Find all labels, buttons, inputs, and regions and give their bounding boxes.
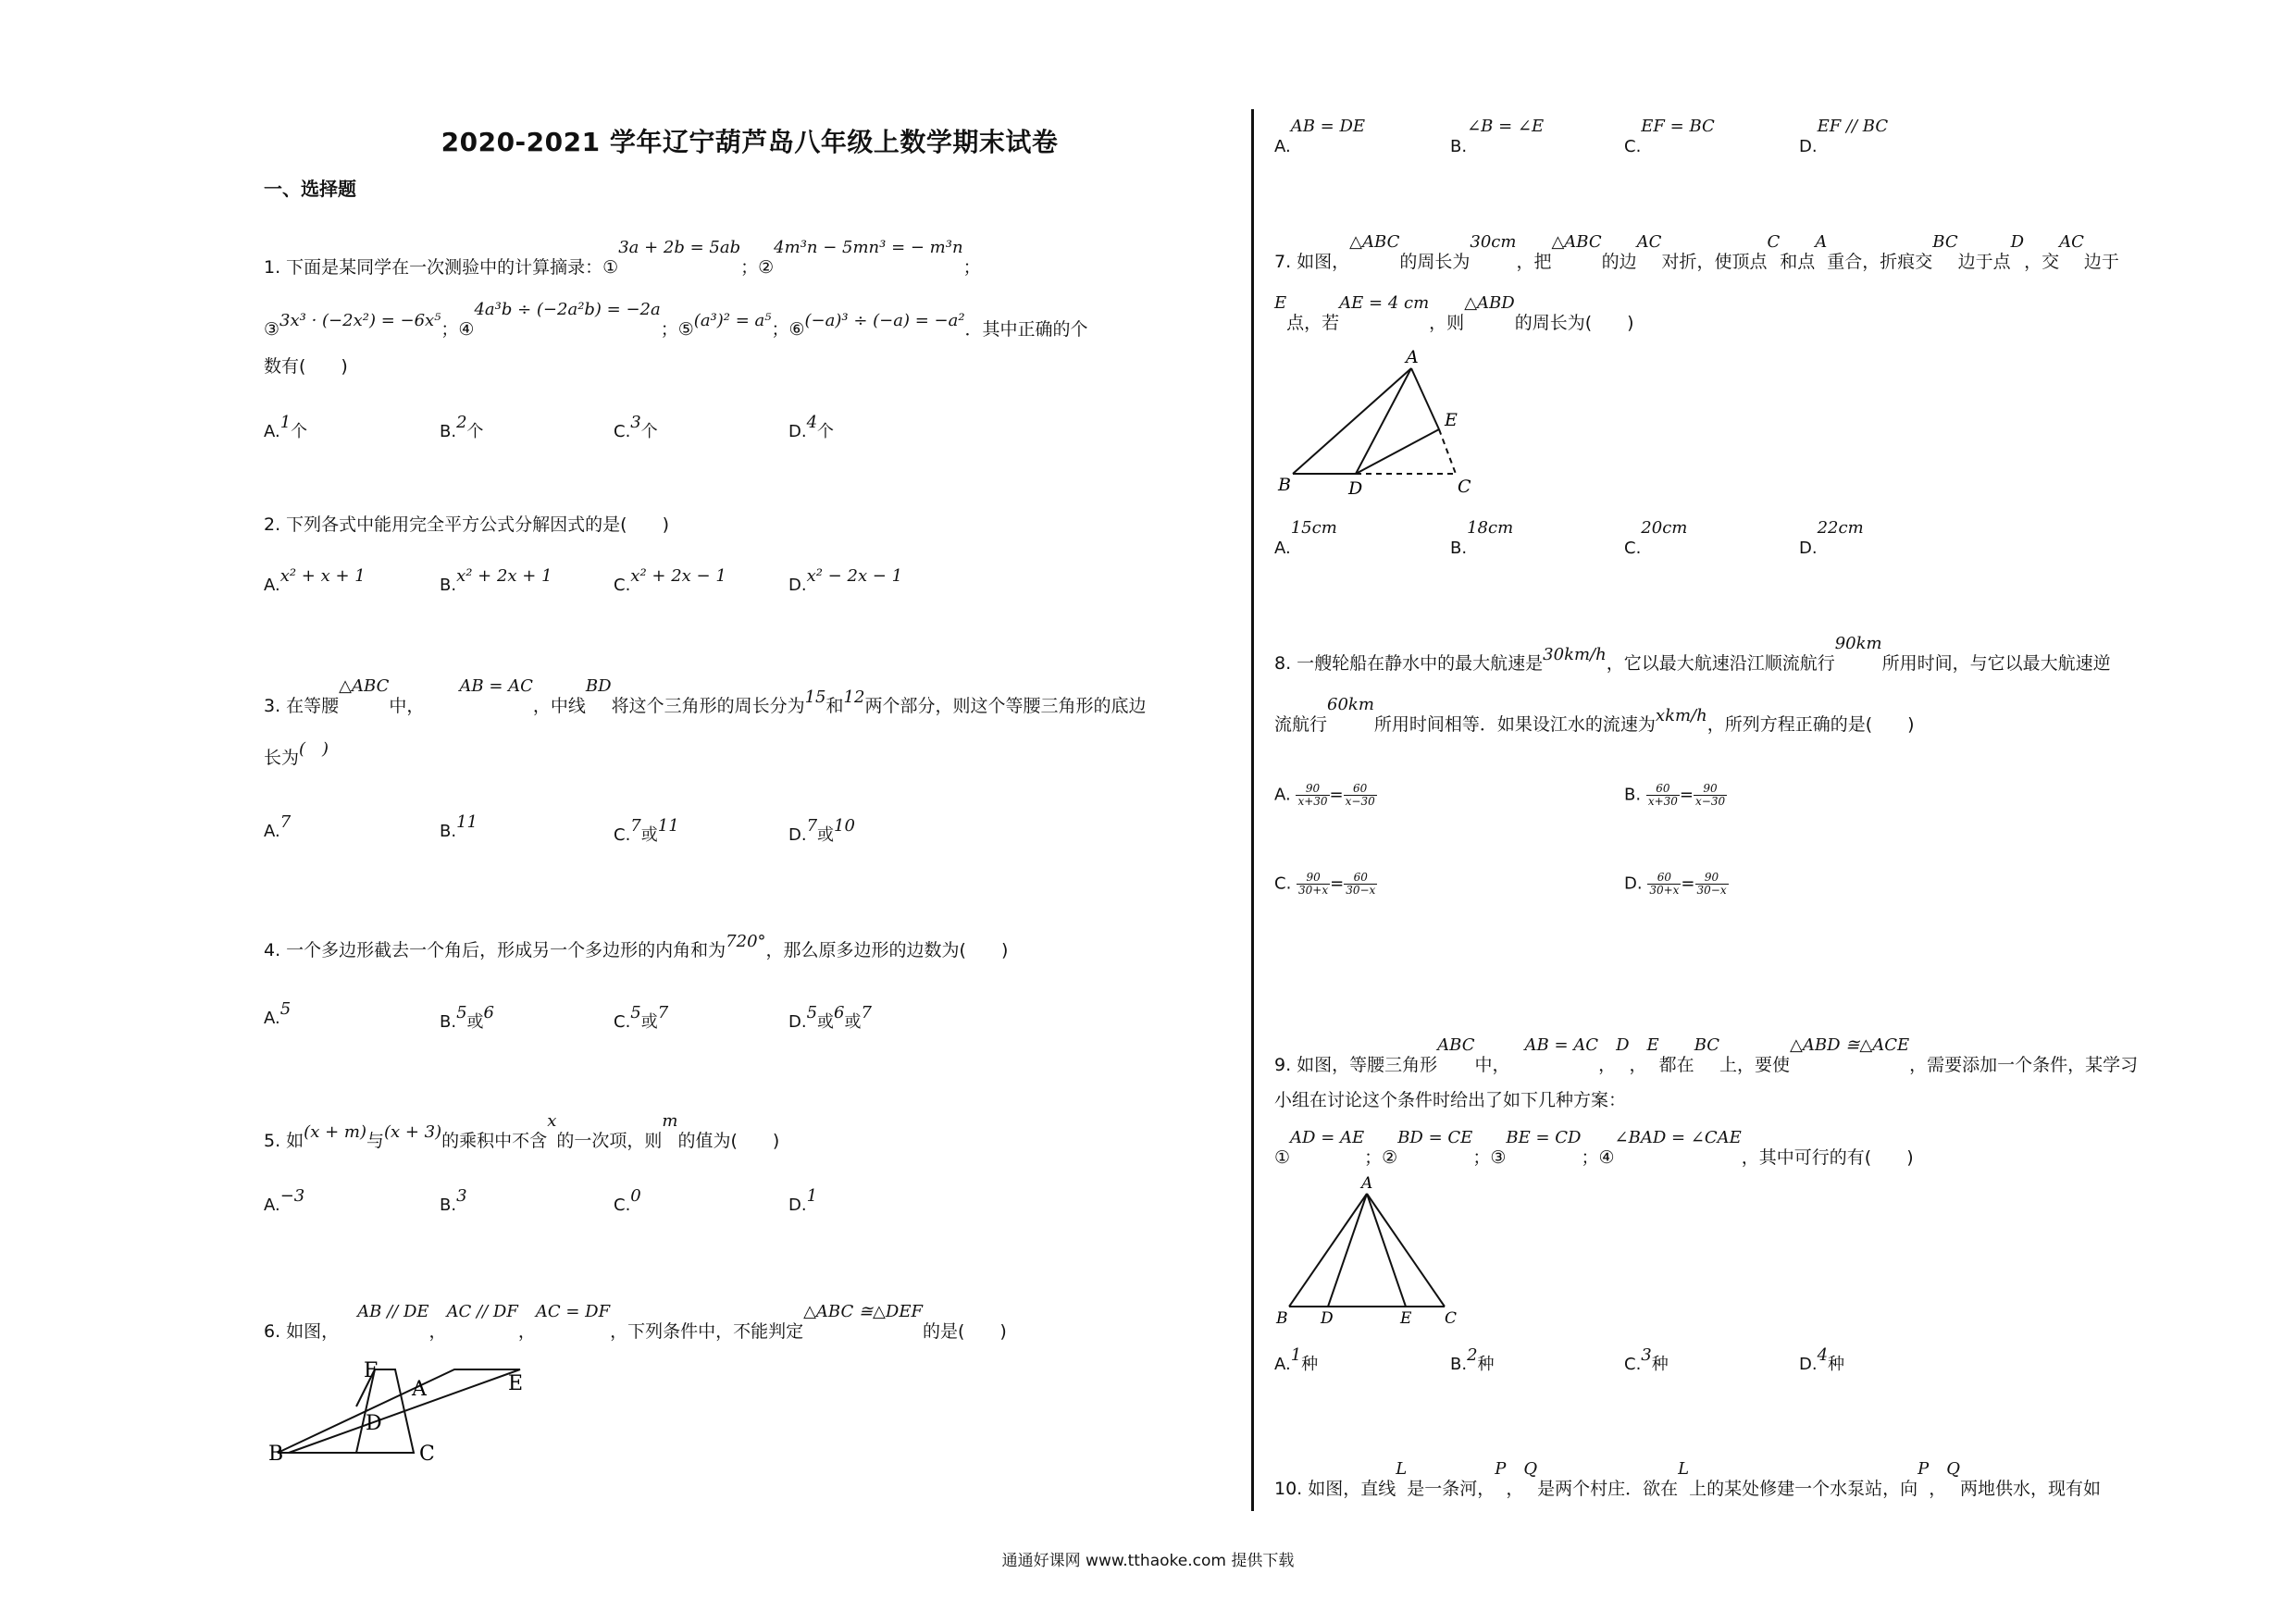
q6-option-a[interactable]: A.AB = DE bbox=[1274, 117, 1366, 156]
question-5: 5. 如(x + m)与(x + 3)的乘积中不含x的一次项，则m的值为( ) bbox=[264, 1111, 780, 1151]
q8-option-c[interactable]: C. $\frac{90}{30+x}$ = $\frac{60}{30-x}$ bbox=[1274, 871, 1376, 898]
q9-label-d: D bbox=[1321, 1309, 1334, 1328]
question-1-line-2: ③3x³ · (−2x²) = −6x⁵；④4a³b ÷ (−2a²b) = −2a；⑤(a³)² = a⁵；⑥(−a)³ ÷ (−a) = −a²．其中正确的个 bbox=[264, 300, 1088, 340]
q1-option-a[interactable]: A.1个 bbox=[264, 413, 308, 441]
question-2: 2. 下列各式中能用完全平方公式分解因式的是( ) bbox=[264, 514, 669, 535]
q2-option-a[interactable]: A.x² + x + 1 bbox=[264, 566, 366, 595]
column-divider bbox=[1251, 109, 1254, 1511]
question-8-line-1: 8. 一艘轮船在静水中的最大航速是30km/h，它以最大航速沿江顺流航行90km所用时间，与它以最大航速逆 bbox=[1274, 634, 2111, 674]
q8-option-b[interactable]: B. $\frac{60}{x+30}$ = $\frac{90}{x-30}$ bbox=[1624, 782, 1726, 809]
q6-label-a: A bbox=[412, 1378, 427, 1401]
question-7-line-1: 7. 如图，△ABC的周长为30cm，把△ABC的边AC对折，使顶点C和点A重合，折痕交BC边于点D，交AC边于 bbox=[1274, 232, 2119, 272]
question-7-line-2: E点，若AE = 4 cm，则△ABD的周长为( ) bbox=[1274, 293, 1634, 333]
q6-option-d[interactable]: D.EF // BC bbox=[1799, 117, 1889, 156]
q2-option-b[interactable]: B.x² + 2x + 1 bbox=[440, 566, 552, 595]
q5-option-b[interactable]: B.3 bbox=[440, 1186, 467, 1215]
q9-line-ad bbox=[1328, 1194, 1367, 1307]
q4-option-d[interactable]: D.5或6或7 bbox=[788, 1003, 872, 1032]
q9-label-a: A bbox=[1361, 1174, 1373, 1193]
q7-option-c[interactable]: C.20cm bbox=[1624, 518, 1688, 558]
section-heading: 一、选择题 bbox=[264, 178, 356, 200]
q5-option-d[interactable]: D.1 bbox=[788, 1186, 818, 1215]
q5-option-c[interactable]: C.0 bbox=[614, 1186, 641, 1215]
q6-option-b[interactable]: B.∠B = ∠E bbox=[1450, 117, 1545, 156]
q6-label-b: B bbox=[268, 1443, 284, 1466]
q3-option-a[interactable]: A.7 bbox=[264, 812, 292, 841]
q4-option-c[interactable]: C.5或7 bbox=[614, 1003, 669, 1032]
q6-label-e: E bbox=[508, 1372, 524, 1395]
question-4: 4. 一个多边形截去一个角后，形成另一个多边形的内角和为720°，那么原多边形的边数为( ) bbox=[264, 932, 1009, 960]
question-10-line-1: 10. 如图，直线L是一条河，P，Q是两个村庄．欲在L上的某处修建一个水泵站，向P，Q两地供水，现有如 bbox=[1274, 1459, 2102, 1499]
q6-option-c[interactable]: C.EF = BC bbox=[1624, 117, 1715, 156]
footer-credit: 通通好课网 www.tthaoke.com 提供下载 bbox=[1001, 1552, 1295, 1570]
q2-option-c[interactable]: C.x² + 2x − 1 bbox=[614, 566, 726, 595]
q7-option-d[interactable]: D.22cm bbox=[1799, 518, 1864, 558]
q7-label-e: E bbox=[1445, 410, 1458, 430]
q9-option-a[interactable]: A.1种 bbox=[1274, 1345, 1319, 1374]
q8-option-a[interactable]: A. $\frac{90}{x+30}$ = $\frac{60}{x-30}$ bbox=[1274, 782, 1375, 809]
q6-figure bbox=[264, 1351, 541, 1471]
q7-line-ae bbox=[1411, 368, 1439, 429]
q2-option-d[interactable]: D.x² − 2x − 1 bbox=[788, 566, 903, 595]
q1-option-c[interactable]: C.3个 bbox=[614, 413, 658, 441]
q9-label-b: B bbox=[1276, 1309, 1288, 1328]
q7-line-ba bbox=[1293, 368, 1411, 474]
q7-option-a[interactable]: A.15cm bbox=[1274, 518, 1337, 558]
q7-label-b: B bbox=[1278, 475, 1291, 495]
question-9-line-2: 小组在讨论这个条件时给出了如下几种方案： bbox=[1274, 1090, 1627, 1110]
question-3-line-2: 长为( ) bbox=[264, 739, 329, 768]
q6-label-d: D bbox=[366, 1412, 382, 1435]
q8-option-d[interactable]: D. $\frac{60}{30+x}$ = $\frac{90}{30-x}$ bbox=[1624, 871, 1727, 898]
q7-line-ec bbox=[1439, 429, 1456, 474]
q3-option-c[interactable]: C.7或11 bbox=[614, 816, 679, 845]
question-1-line-1: 1. 下面是某同学在一次测验中的计算摘录：①3a + 2b = 5ab；②4m³n − 5mn³ = − m³n； bbox=[264, 238, 981, 278]
q9-option-d[interactable]: D.4种 bbox=[1799, 1345, 1845, 1374]
q6-label-f: F bbox=[364, 1359, 379, 1382]
q6-label-c: C bbox=[419, 1443, 435, 1466]
question-8-line-2: 流航行60km所用时间相等．如果设江水的流速为xkm/h，所列方程正确的是( ) bbox=[1274, 695, 1915, 735]
q7-label-c: C bbox=[1458, 477, 1471, 497]
question-1-line-3: 数有( ) bbox=[264, 356, 348, 377]
q9-line-ac bbox=[1367, 1194, 1445, 1307]
q9-line-ae bbox=[1367, 1194, 1406, 1307]
q1-option-d[interactable]: D.4个 bbox=[788, 413, 835, 441]
q7-option-b[interactable]: B.18cm bbox=[1450, 518, 1514, 558]
q7-label-d: D bbox=[1348, 478, 1363, 499]
question-9-line-3: ①AD = AE；②BD = CE；③BE = CD；④∠BAD = ∠CAE，其中可行的有( ) bbox=[1274, 1128, 1914, 1168]
q9-line-ba bbox=[1289, 1194, 1367, 1307]
exam-title: 2020-2021 学年辽宁葫芦岛八年级上数学期末试卷 bbox=[441, 127, 1059, 157]
q9-option-b[interactable]: B.2种 bbox=[1450, 1345, 1495, 1374]
q1-option-b[interactable]: B.2个 bbox=[440, 413, 484, 441]
question-6: 6. 如图，AB // DE，AC // DF，AC = DF，下列条件中，不能判定△ABC ≅△DEF的是( ) bbox=[264, 1302, 1007, 1342]
question-3-line-1: 3. 在等腰△ABC中，AB = AC，中线BD将这个三角形的周长分为15和12两个部分，则这个等腰三角形的底边 bbox=[264, 676, 1147, 716]
q7-label-a: A bbox=[1406, 347, 1419, 367]
q9-label-e: E bbox=[1400, 1309, 1412, 1328]
q5-option-a[interactable]: A.−3 bbox=[264, 1186, 305, 1215]
question-9-line-1: 9. 如图，等腰三角形ABC中，AB = AC，D，E都在BC上，要使△ABD ≅△ACE，需要添加一个条件，某学习 bbox=[1274, 1035, 2139, 1075]
q4-option-b[interactable]: B.5或6 bbox=[440, 1003, 494, 1032]
q3-option-d[interactable]: D.7或10 bbox=[788, 816, 855, 845]
q4-option-a[interactable]: A.5 bbox=[264, 999, 292, 1028]
q9-option-c[interactable]: C.3种 bbox=[1624, 1345, 1669, 1374]
q7-figure bbox=[1274, 344, 1496, 502]
q9-figure bbox=[1274, 1171, 1496, 1329]
q3-option-b[interactable]: B.11 bbox=[440, 812, 478, 841]
q9-label-c: C bbox=[1445, 1309, 1458, 1328]
